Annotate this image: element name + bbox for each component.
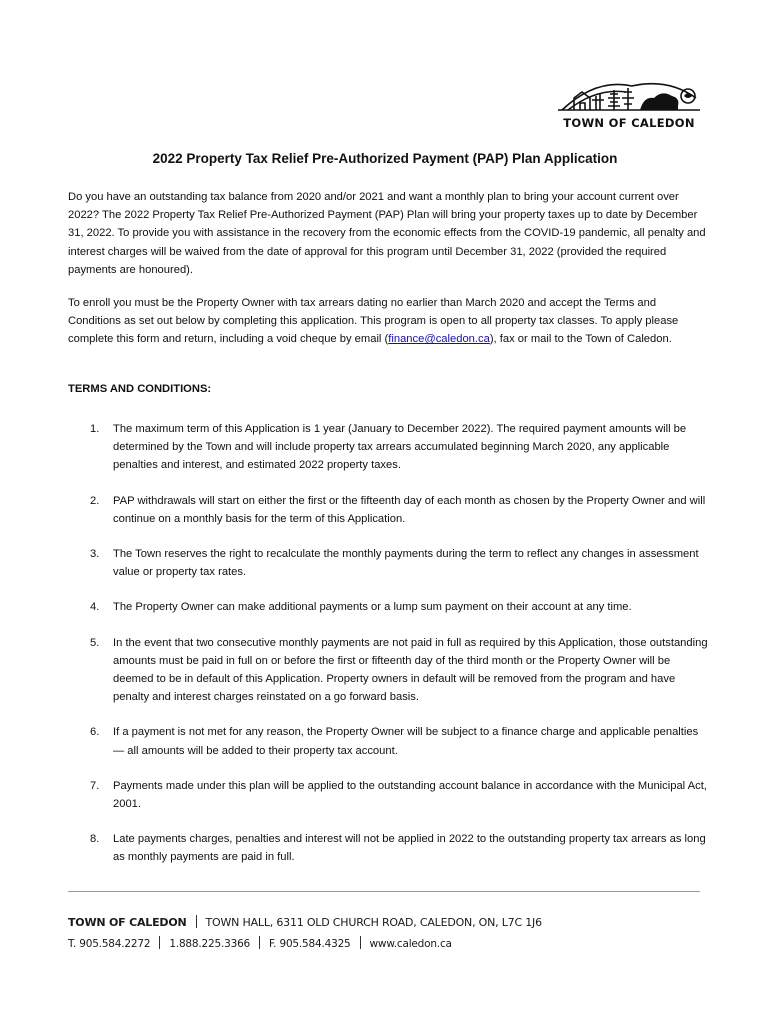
town-of-caledon-emblem-icon: [556, 76, 702, 116]
footer-fax: F. 905.584.4325: [269, 938, 351, 950]
footer-contact-line: [68, 936, 452, 950]
intro-paragraph: Do you have an outstanding tax balance from 2020 and/or 2021 and want a monthly plan to bring your account current over 2022? The 2022 Property Tax Relief Pre-Authorized Payment (PAP) Plan will bring your property taxes up to date by December 31, 2022. To provide you with assistance in the recovery from the economic effects from the COVID-19 pandemic, all penalty and interest charges will be waived from the date of approval for this program until December 31, 2022 (provided the required payments are honoured).: [68, 191, 706, 276]
term-item: [68, 492, 708, 528]
term-item: [68, 830, 708, 866]
enrollment-text-end: ), fax or mail to the Town of Caledon.: [489, 333, 672, 346]
page-title: 2022 Property Tax Relief Pre-Authorized Payment (PAP) Plan Application: [152, 151, 618, 166]
term-item: [68, 420, 708, 475]
term-item: [68, 777, 708, 813]
footer-separator: [259, 936, 260, 949]
term-number: 4.: [90, 601, 100, 614]
term-number: 3.: [90, 548, 100, 561]
term-text: PAP withdrawals will start on either the first or the fifteenth day of each month as chosen by the Property Owner and will continue on a monthly basis for the term of this Application.: [113, 494, 706, 525]
footer-address: TOWN HALL, 6311 OLD CHURCH ROAD, CALEDON, ON, L7C 1J6: [205, 916, 542, 929]
town-logo: [556, 76, 702, 128]
term-text: The Town reserves the right to recalculate the monthly payments during the term to reflect any changes in assessment value or property tax rates.: [113, 548, 699, 579]
finance-email-link[interactable]: finance@caledon.ca: [388, 333, 490, 346]
term-item: [68, 598, 708, 616]
footer-website[interactable]: www.caledon.ca: [369, 938, 452, 950]
term-number: 2.: [90, 494, 100, 507]
footer-tollfree: 1.888.225.3366: [169, 938, 251, 950]
term-item: [68, 545, 708, 581]
term-number: 8.: [90, 833, 100, 846]
term-item: [68, 634, 708, 707]
footer-org: TOWN OF CALEDON: [68, 916, 187, 929]
footer-phone: T. 905.584.2272: [68, 938, 151, 950]
term-number: 6.: [90, 726, 100, 739]
term-number: 5.: [90, 636, 100, 649]
term-text: In the event that two consecutive monthly payments are not paid in full as required by this Application, those outstanding amounts must be paid in full on or before the first or fifteenth day of the third month or the Property Owner will be deemed to be in default of this Application. Property owners in default will be removed from the program and have penalty and interest charges reinstated on a go forward basis.: [113, 636, 708, 704]
term-number: 1.: [90, 423, 100, 435]
term-text: If a payment is not met for any reason, the Property Owner will be subject to a finance charge and applicable penalties — all amounts will be added to their property tax account.: [113, 726, 699, 757]
enrollment-text-start: To enroll you must be the Property Owner with tax arrears dating no earlier than March 2020 and accept the Terms and Conditions as set out below by completing this application. This program is open to all property tax classes. To apply please complete this form and return, including a void cheque by email (: [68, 297, 679, 346]
term-item: [68, 723, 708, 759]
footer-separator: [159, 936, 160, 949]
logo-wordmark: TOWN OF CALEDON: [563, 116, 695, 130]
terms-heading: TERMS AND CONDITIONS:: [68, 383, 212, 395]
terms-list: [68, 420, 708, 884]
footer-separator: [196, 915, 197, 928]
enrollment-paragraph: [68, 294, 708, 349]
term-number: 7.: [90, 779, 100, 792]
term-text: Payments made under this plan will be applied to the outstanding account balance in accordance with the Municipal Act, 2001.: [113, 779, 707, 811]
footer-separator: [360, 936, 361, 949]
term-text: Late payments charges, penalties and interest will not be applied in 2022 to the outstanding property tax arrears as long as monthly payments are paid in full.: [113, 833, 706, 864]
footer-address-line: [68, 915, 542, 929]
term-text: The maximum term of this Application is 1 year (January to December 2022). The required payment amounts will be determined by the Town and will include property tax arrears accumulated beginning March 2020, any applicable penalties and interest, and estimated 2022 property taxes.: [113, 423, 687, 472]
footer-divider: [68, 891, 700, 892]
term-text: The Property Owner can make additional payments or a lump sum payment on their account at any time.: [113, 601, 632, 614]
